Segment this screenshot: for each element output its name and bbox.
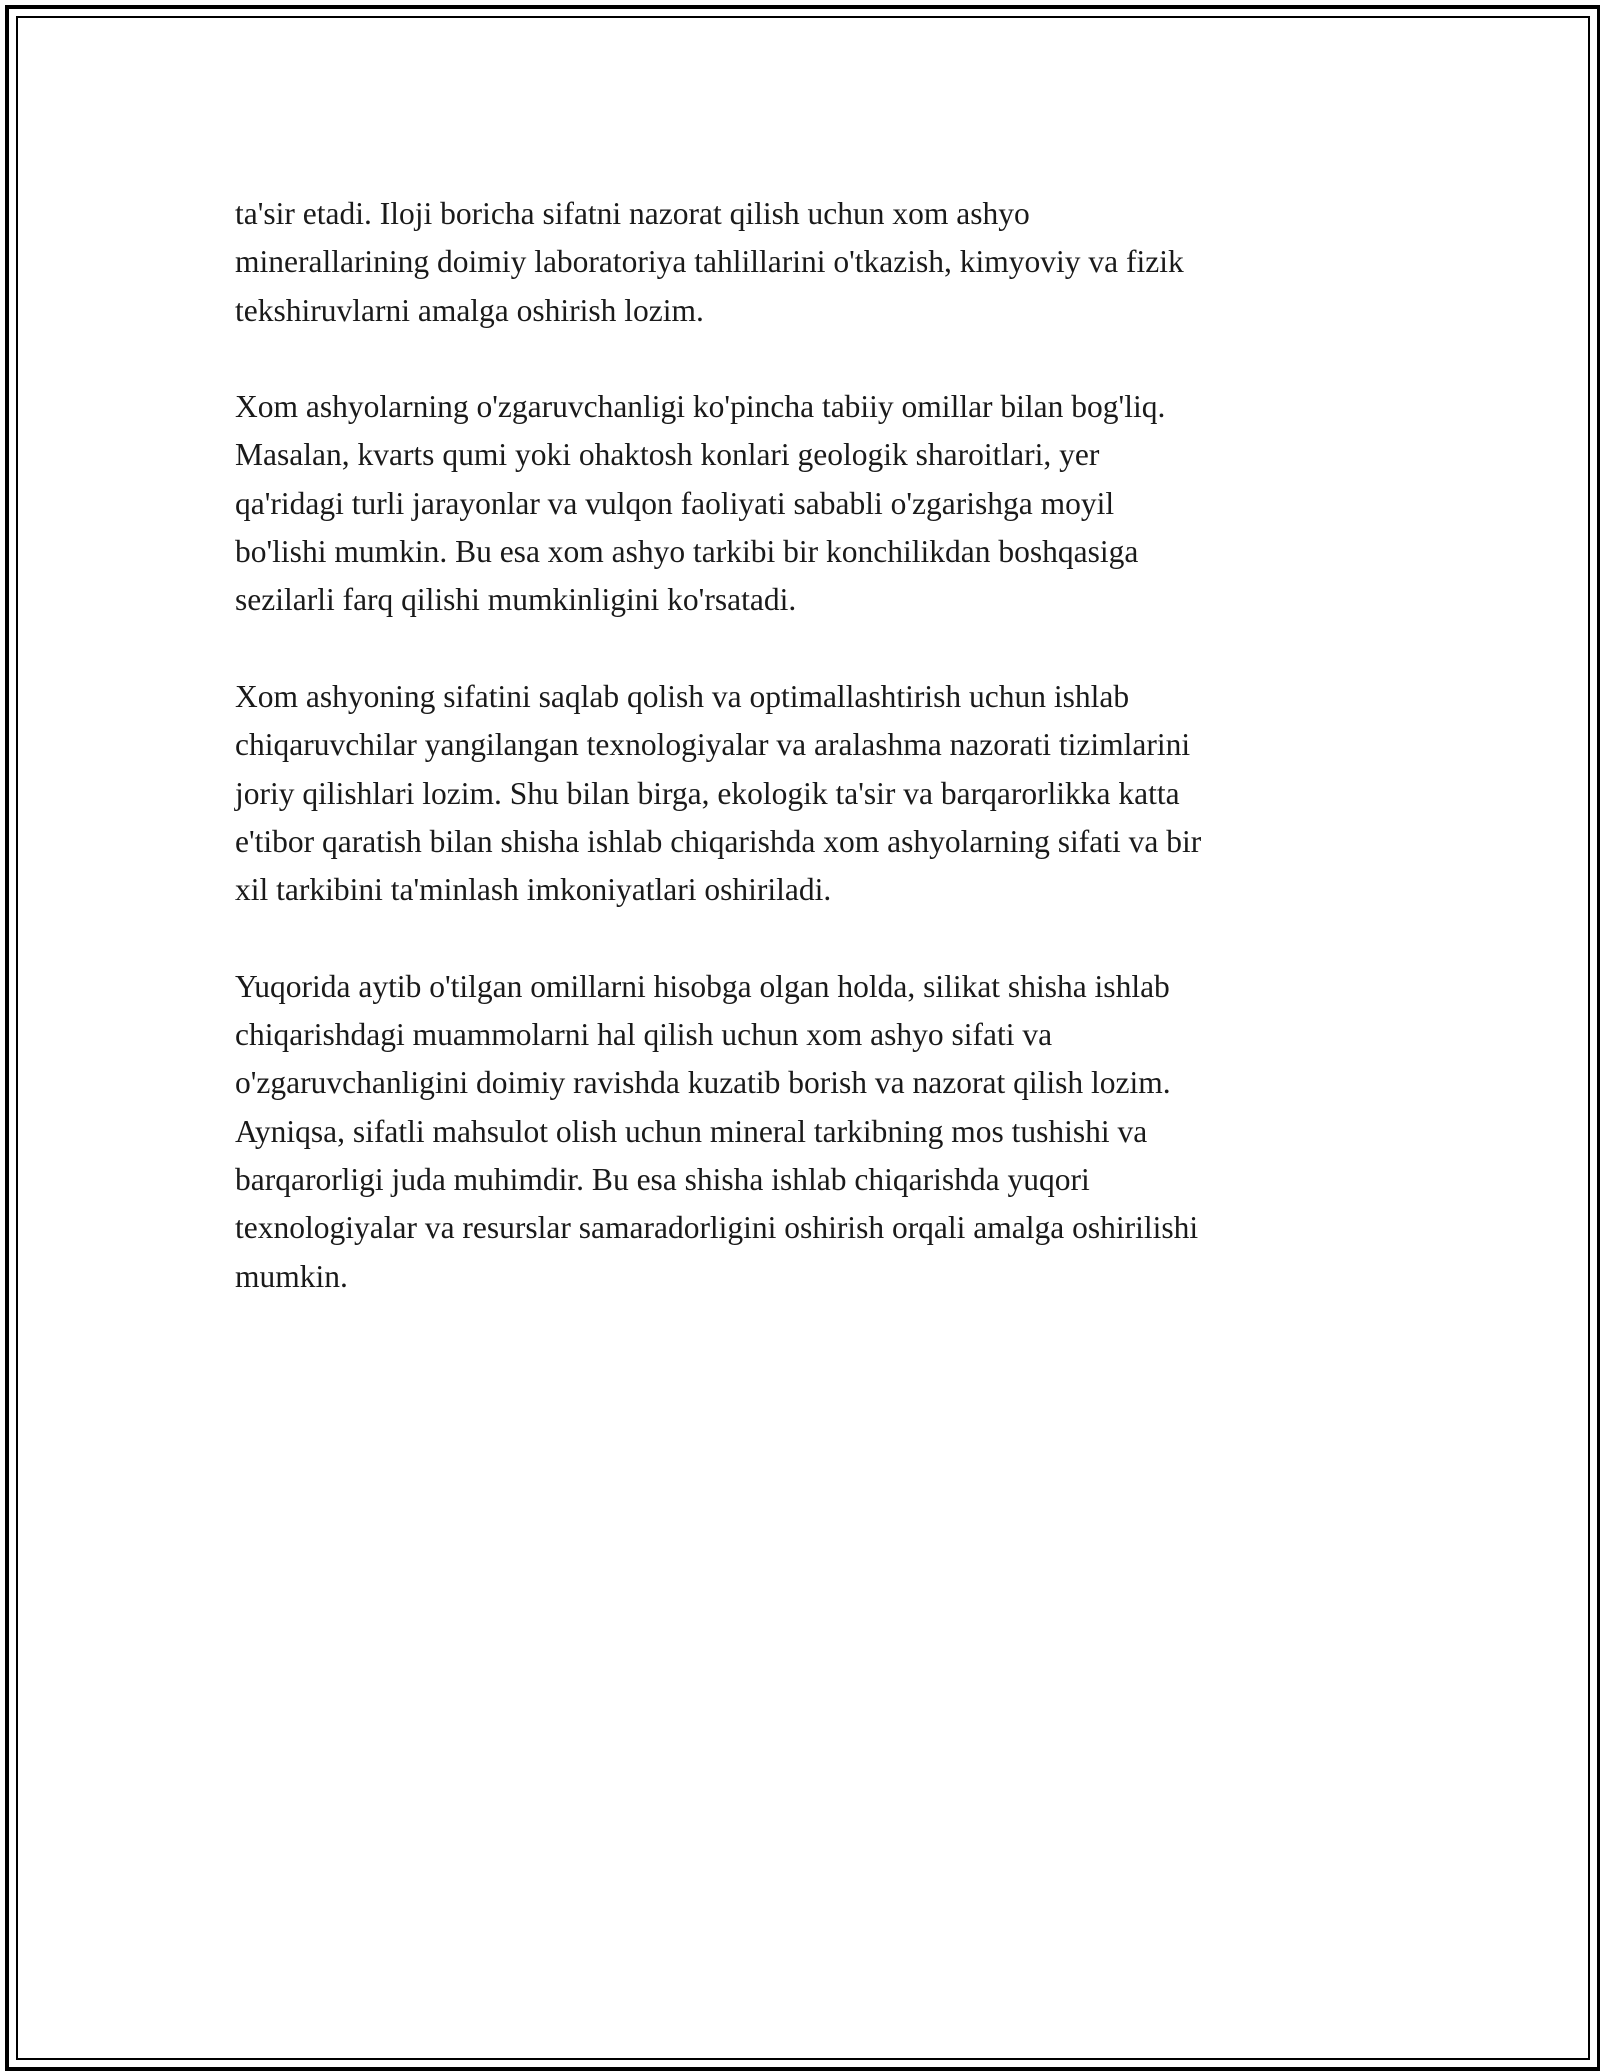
paragraph: Xom ashyolarning o'zgaruvchanligi ko'pincha tabiiy omillar bilan bog'liq. Masalan, kvarts qumi yoki ohaktosh konlari geologik sharoitlari, yer qa'ridagi turli jarayonlar va vulqon faoliyati sababli o'zgarishga moyil bo'lishi mumkin. Bu esa xom ashyo tarkibi bir konchilikdan boshqasiga sezilarli farq qilishi mumkinligini ko'rsatadi. bbox=[235, 389, 1166, 618]
paragraph: Xom ashyoning sifatini saqlab qolish va optimallashtirish uchun ishlab chiqaruvchilar yangilangan texnologiyalar va aralashma nazorati tizimlarini joriy qilishlari lozim. Shu bilan birga, ekologik ta'sir va barqarorlikka katta e'tibor qaratish bilan shisha ishlab chiqarishda xom ashyolarning sifati va bir xil tarkibini ta'minlash imkoniyatlari oshiriladi. bbox=[235, 678, 1202, 908]
paragraph: Yuqorida aytib o'tilgan omillarni hisobga olgan holda, silikat shisha ishlab chiqarishdagi muammolarni hal qilish uchun xom ashyo sifati va o'zgaruvchanligini doimiy ravishda kuzatib borish va nazorat qilish lozim. Ayniqsa, sifatli mahsulot olish uchun mineral tarkibning mos tushishi va barqarorligi juda muhimdir. Bu esa shisha ishlab chiqarishda yuqori texnologiyalar va resurslar samaradorligini oshirish orqali amalga oshirilishi mumkin. bbox=[235, 968, 1199, 1294]
paragraph: ta'sir etadi. Iloji boricha sifatni nazorat qilish uchun xom ashyo minerallarining doimiy laboratoriya tahlillarini o'tkazish, kimyoviy va fizik tekshiruvlarni amalga oshirish lozim. bbox=[235, 196, 1184, 328]
document-body bbox=[235, 190, 1375, 1349]
